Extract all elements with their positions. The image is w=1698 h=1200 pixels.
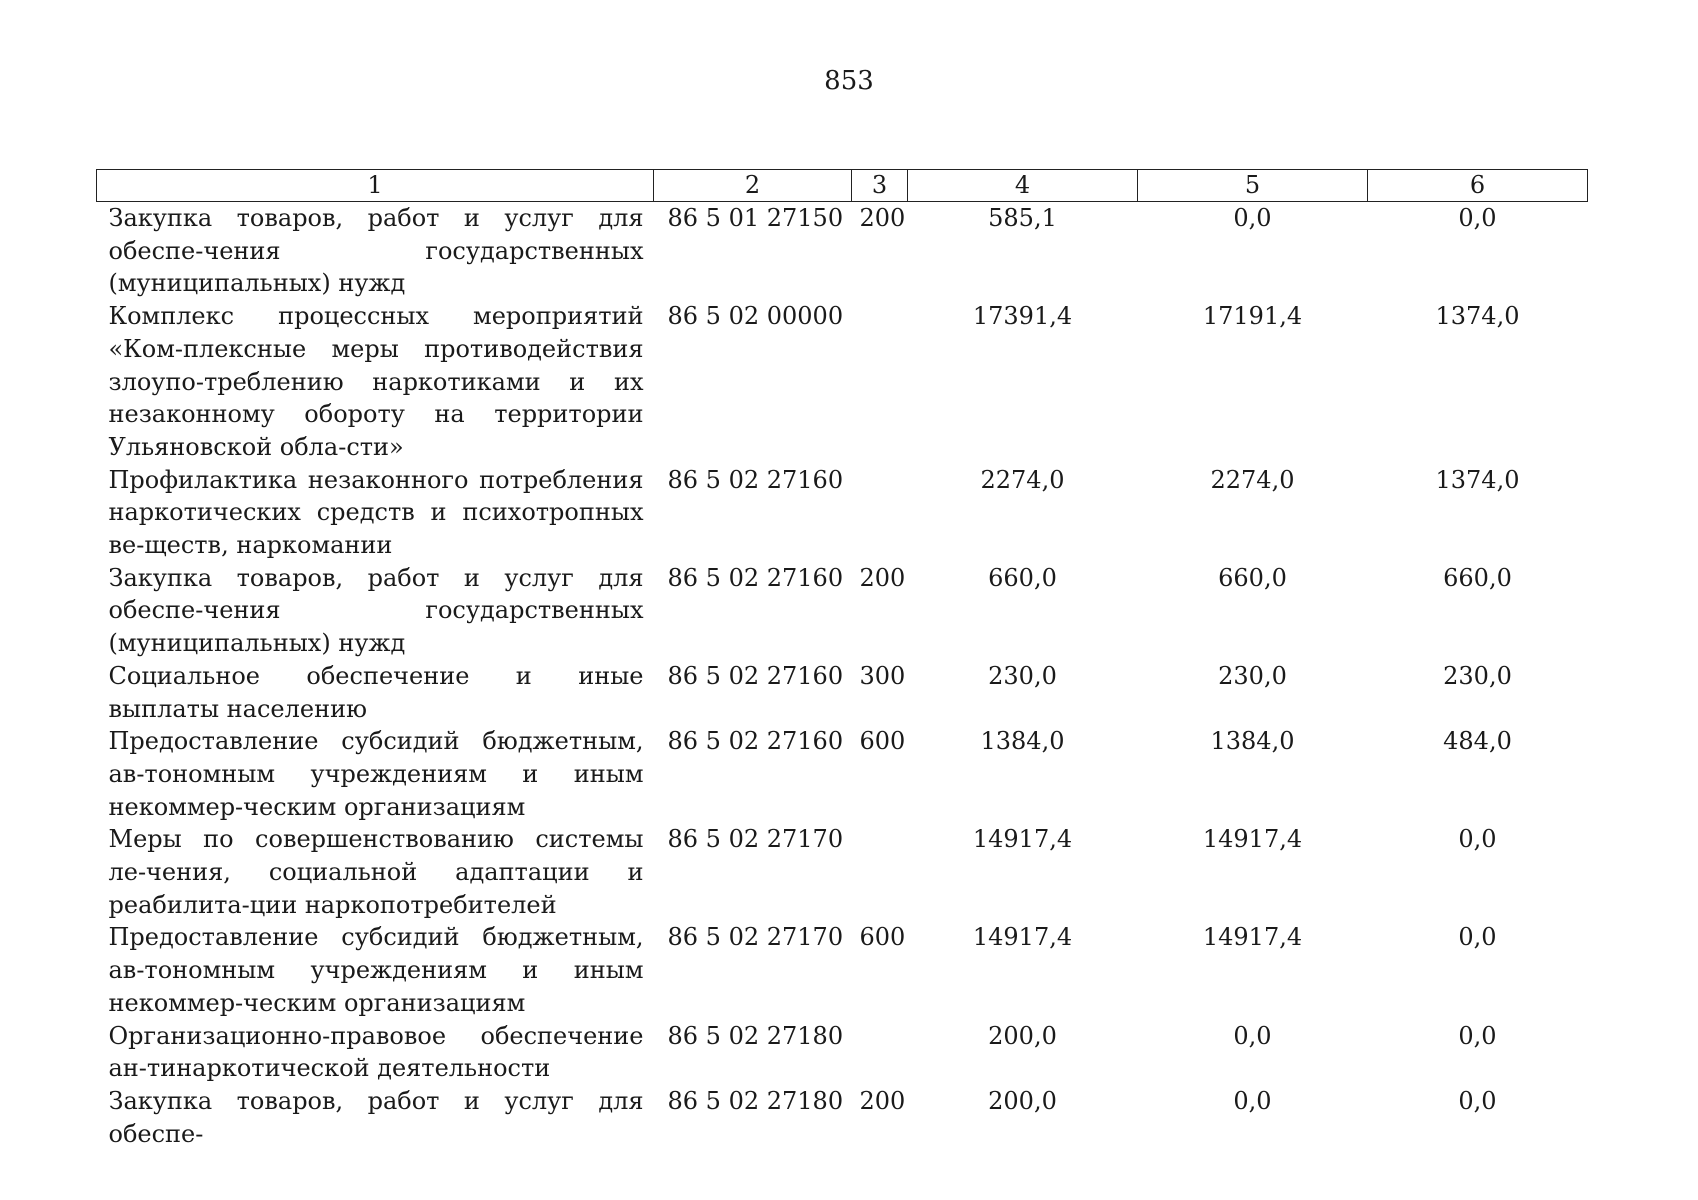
row-code: 86 5 02 27180 [667,1086,844,1115]
table-row [97,823,1588,921]
table-row [97,1020,1588,1085]
row-value-5: 1384,0 [1210,727,1295,756]
row-value-6: 1374,0 [1435,302,1520,331]
row-value-6: 230,0 [1443,661,1512,690]
row-value-5: 17191,4 [1202,302,1303,331]
row-value-4: 1384,0 [980,727,1065,756]
row-type: 600 [859,923,906,952]
row-type [852,300,908,464]
row-value-5: 230,0 [1218,661,1287,690]
row-value-6: 0,0 [1458,825,1497,854]
row-name: Закупка товаров, работ и услуг для обеспе- [108,1086,644,1148]
row-name: Меры по совершенствованию системы ле-чения, социальной адаптации и реабилита-ции наркопотребителей [108,825,644,919]
table-row [97,660,1588,725]
row-value-4: 14917,4 [972,825,1073,854]
row-code: 86 5 02 27170 [667,825,844,854]
row-value-4: 230,0 [988,661,1057,690]
row-code: 86 5 02 27160 [667,465,844,494]
row-name: Закупка товаров, работ и услуг для обеспе-чения государственных (муниципальных) нужд [108,204,644,298]
row-code: 86 5 01 27150 [667,204,844,232]
row-value-6: 0,0 [1458,1021,1497,1050]
row-value-6: 0,0 [1458,204,1497,232]
row-value-4: 17391,4 [972,302,1073,331]
table-row [97,464,1588,562]
row-code: 86 5 02 27180 [667,1021,844,1050]
row-value-4: 200,0 [988,1021,1057,1050]
page-number: 853 [824,66,874,96]
row-type: 200 [859,563,906,592]
row-value-6: 660,0 [1443,563,1512,592]
row-value-6: 0,0 [1458,923,1497,952]
table-row [97,725,1588,823]
row-value-5: 14917,4 [1202,923,1303,952]
row-value-4: 14917,4 [972,923,1073,952]
column-header-2: 2 [654,170,852,202]
row-value-5: 0,0 [1233,1021,1272,1050]
table-row [97,300,1588,464]
row-name: Профилактика незаконного потребления наркотических средств и психотропных ве-ществ, наркомании [108,465,644,560]
table-body [97,202,1588,1151]
column-header-3: 3 [852,170,908,202]
row-type [852,823,908,921]
row-type: 200 [859,1086,906,1115]
row-value-4: 200,0 [988,1086,1057,1115]
row-value-6: 484,0 [1443,727,1512,756]
row-name: Социальное обеспечение и иные выплаты населению [108,661,644,723]
row-value-4: 585,1 [988,204,1057,232]
row-name: Предоставление субсидий бюджетным, ав-тономным учреждениям и иным некоммер-ческим организациям [108,727,644,821]
column-header-1: 1 [97,170,654,202]
column-header-4: 4 [908,170,1138,202]
table-row [97,202,1588,301]
row-code: 86 5 02 00000 [667,302,844,331]
row-type: 200 [859,204,906,232]
column-header-5: 5 [1138,170,1368,202]
table-header [97,170,1588,202]
row-code: 86 5 02 27160 [667,661,844,690]
row-value-6: 1374,0 [1435,465,1520,494]
budget-table [96,169,1588,1150]
row-type: 600 [859,727,906,756]
row-code: 86 5 02 27160 [667,563,844,592]
row-value-5: 14917,4 [1202,825,1303,854]
header-row [97,170,1588,202]
row-value-4: 660,0 [988,563,1057,592]
row-value-5: 2274,0 [1210,465,1295,494]
row-type [852,464,908,562]
row-name: Организационно-правовое обеспечение ан-тинаркотической деятельности [108,1021,644,1083]
row-value-5: 0,0 [1233,204,1272,232]
row-code: 86 5 02 27170 [667,923,844,952]
column-header-6: 6 [1368,170,1588,202]
row-type [852,1020,908,1085]
row-code: 86 5 02 27160 [667,727,844,756]
table-row [97,921,1588,1019]
row-value-6: 0,0 [1458,1086,1497,1115]
table-row [97,562,1588,660]
table-row [97,1085,1588,1150]
row-name: Предоставление субсидий бюджетным, ав-тономным учреждениям и иным некоммер-ческим организациям [108,923,644,1017]
row-name: Комплекс процессных мероприятий «Ком-плексные меры противодействия злоупо-треблению наркотиками и их незаконному обороту на территории Ульяновской обла-сти» [108,302,644,461]
row-type: 300 [859,661,906,690]
row-name: Закупка товаров, работ и услуг для обеспе-чения государственных (муниципальных) нужд [108,563,644,658]
row-value-5: 660,0 [1218,563,1287,592]
row-value-4: 2274,0 [980,465,1065,494]
row-value-5: 0,0 [1233,1086,1272,1115]
